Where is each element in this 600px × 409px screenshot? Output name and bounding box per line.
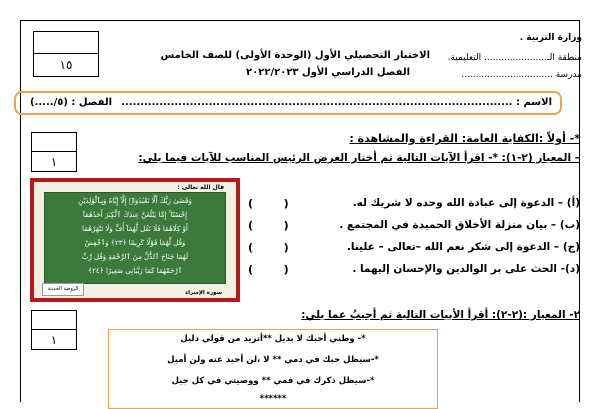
section2-score: ١ (50, 332, 58, 347)
section2-score-box (31, 310, 77, 350)
verse-line: إِحْسَٰنًا ۚ إِمَّا يَبْلُغَنَّ عِندَكَ ٱلْكِبَرَ أَحَدُهُمَآ (82, 211, 188, 219)
poem-line: *- وطني أحبك لا بديل **أتريد من قولي دليل (180, 334, 366, 344)
answer-blank-c[interactable]: ( ) (248, 241, 289, 254)
quran-heading: قال الله تعالى : (177, 184, 224, 191)
logo-stamp: الروضة الحديثة (42, 283, 84, 296)
competency-heading: *- أولاً :الكفاية العامة: القراءة والمشاهدة : (349, 132, 580, 145)
verse-line: ٱرْحَمْهُمَا كَمَا رَبَّيَانِى صَغِيرًا ﴿٢٤﴾ (87, 267, 182, 275)
section1-score: ١ (50, 154, 58, 169)
poem-line: ****** (259, 394, 287, 404)
quran-verse-image (30, 178, 240, 302)
poem-line: *-سيظل حبك في دمي ** لا ،لن أحيد عنه ولن أميل (167, 355, 379, 365)
standard-1-heading: – المعيار (٢-١): *- اقرأ الآيات التالية ثم أختار الغرض الرئيس المناسب للآيات فيما يلي: (138, 152, 580, 164)
verse-line: وَقُل لَّهُمَا قَوْلًا كَرِيمًا ﴿٢٣﴾ وَٱخْفِضْ (84, 239, 186, 247)
answer-blank-b[interactable]: ( ) (248, 219, 289, 232)
total-score: ١٥ (59, 58, 73, 72)
verse-line: أَوْ كِلَاهُمَا فَلَا تَقُل لَّهُمَآ أُفٍّ وَلَا تَنْهَرْهُمَا (82, 225, 188, 233)
exam-title: الاختبار التحصيلي الأول (الوحدة الأولى) للصف الخامس (160, 50, 430, 61)
option-d: (د)- الحث على بر الوالدين والإحسان إليهما . (352, 263, 580, 275)
surah-label: سورة الإسراء (185, 290, 222, 296)
option-c: (ج) – الدعوة إلى شكر نعم الله –تعالى – علينا. (346, 241, 580, 253)
option-b: (ب) – بيان منزلة الأخلاق الحميدة في المجتمع . (339, 219, 580, 231)
section1-score-box (31, 132, 77, 172)
semester-label: الفصل الدراسي الأول ٢٠٢٢/٢٠٢٣ (246, 67, 410, 78)
verse-board (44, 192, 226, 284)
verse-line: لَهُمَا جَنَاحَ ٱلذُّلِّ مِنَ ٱلرَّحْمَةِ وَقُل رَّبِّ (81, 253, 189, 261)
standard-2-heading: ٢- المعيار :(٢-٢): أقرأ الأبيات التالية ثم أجيبُ عما يلي: (301, 309, 580, 321)
school-label: مدرسة ................................ (461, 70, 582, 80)
class-field[interactable]: الفصل : (٥/.....) (30, 97, 113, 108)
student-name-field[interactable]: الاسم : ....................................................................................................... (121, 97, 552, 108)
ministry-label: وزارة التربية . (519, 33, 582, 43)
region-label: منطقة الـ...................... التعليمية. (447, 53, 582, 63)
option-a: (أ) – الدعوة إلى عبادة الله وحده لا شريك له. (352, 197, 580, 209)
poem-line: *-سيظل ذكرك في فمي ** ووصيتي في كل جيل (171, 376, 375, 386)
answer-blank-a[interactable]: ( ) (248, 197, 289, 210)
verse-line: وَقَضَىٰ رَبُّكَ أَلَّا تَعْبُدُوٓا۟ إِلَّآ إِيَّاهُ وَبِٱلْوَٰلِدَيْنِ (78, 197, 192, 205)
answer-blank-d[interactable]: ( ) (248, 263, 289, 276)
poem-box (108, 329, 438, 409)
total-score-box (33, 31, 99, 77)
